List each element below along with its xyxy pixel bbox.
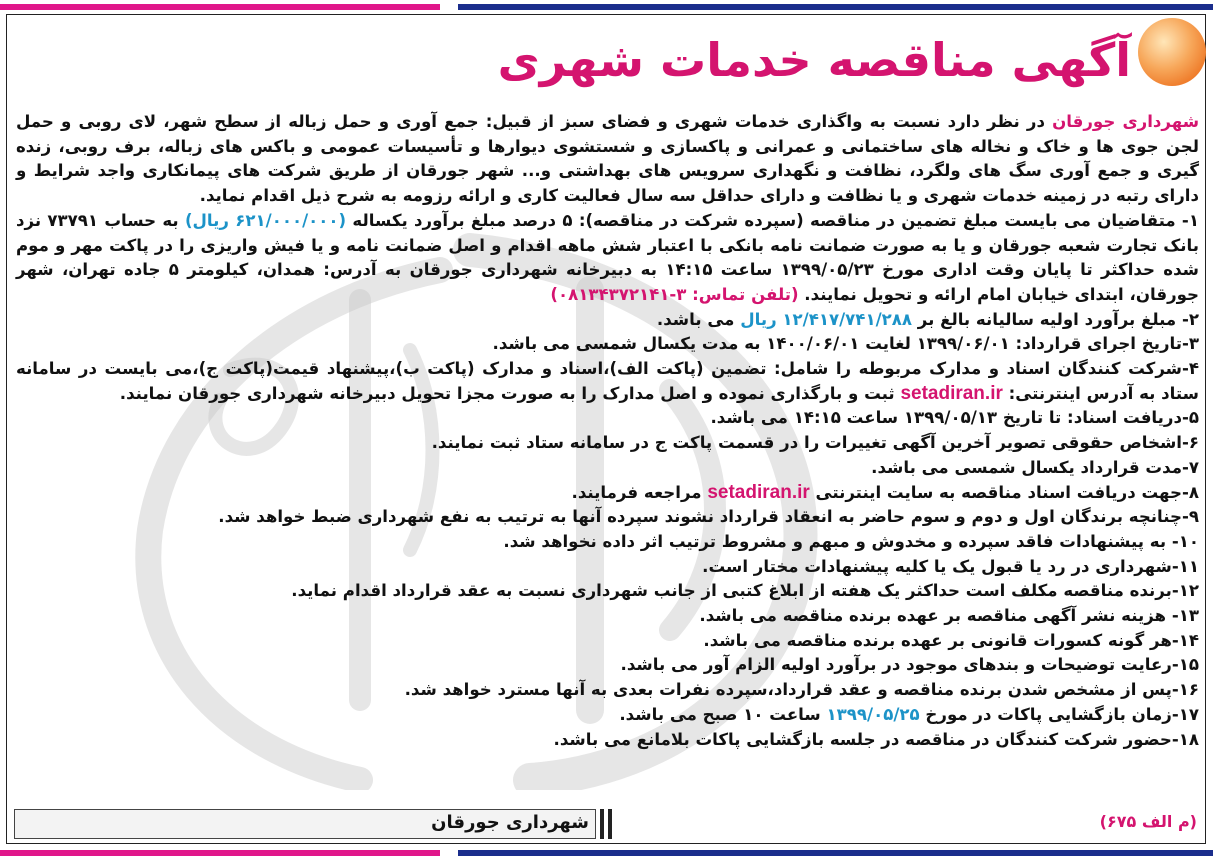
item-17-text-cont: ساعت ۱۰ صبح می باشد. (619, 704, 827, 724)
item-1-text: ۱- متقاضیان می بایست مبلغ تضمین در مناقصه (سپرده شرکت در مناقصه): ۵ درصد مبلغ برآورد یکساله (346, 210, 1199, 230)
website-link[interactable]: setadiran.ir (707, 481, 810, 503)
top-pink-rule (0, 4, 440, 10)
item-2-text: ۲- مبلغ برآورد اولیه سالیانه بالغ بر (912, 309, 1199, 329)
notice-body (16, 110, 1199, 752)
item-4-text-cont: ثبت و بارگذاری نموده و اصل مدارک را به صورت مجزا تحویل دبیرخانه شهرداری جورقان نمایند. (119, 383, 901, 403)
item-17-text: ۱۷-زمان بازگشایی پاکات در مورخ (919, 704, 1199, 724)
signature: شهرداری جورقان (431, 812, 589, 833)
item-2-text-cont: می باشد. (656, 309, 741, 329)
item-1-amount: (۶۲۱/۰۰۰/۰۰۰ ریال) (184, 210, 347, 230)
list-item: ۱۳- هزینه نشر آگهی مناقصه بر عهده برنده مناقصه می باشد. (699, 606, 1199, 626)
item-1-text-cont: به حساب ۷۳۷۹۱ نزد بانک تجارت شعبه جورقان و یا به صورت ضمانت نامه بانکی با اعتبار شش ماهه اقدام و اصل ضمانت نامه و یا فیش واریزی را در پاکت مهر و موم شده حداکثر تا پایان وقت اداری مورخ ۱۳۹۹/۰۵/۲۳ ساعت ۱۴:۱۵ به دبیرخانه شهرداری جورقان به آدرس: همدان، کیلومتر ۵ جاده تهران، شهر جورقان، ابتدای خیابان امام ارائه و تحویل نمایند. (16, 210, 1199, 304)
bottom-pink-rule (0, 850, 440, 856)
bottom-navy-rule (458, 850, 1213, 856)
signature-bar (600, 809, 604, 839)
list-item: ۱۱-شهرداری در رد یا قبول یک یا کلیه پیشنهادات مختار است. (702, 556, 1199, 576)
list-item: ۱۴-هر گونه کسورات قانونی بر عهده برنده مناقصه می باشد. (703, 630, 1199, 650)
list-item (16, 209, 1199, 308)
item-2-amount: ۱۲/۴۱۷/۷۴۱/۲۸۸ ریال (740, 309, 913, 329)
list-item: ۷-مدت قرارداد یکسال شمسی می باشد. (871, 457, 1199, 477)
item-17-date: ۱۳۹۹/۰۵/۲۵ (826, 704, 920, 724)
list-item (16, 481, 1199, 506)
intro-text: در نظر دارد نسبت به واگذاری خدمات شهری و فضای سبز از قبیل: جمع آوری و حمل زباله از سطح شهر، لای روبی و حمل لجن جوی ها و خاک و نخاله های ساختمانی و عمرانی و پاکسازی و شستشوی دیوارها و تأسیسات عمومی و باکس های زباله، برف روبی، زنده گیری و جمع آوری سگ های ولگرد، نظافت و نگهداری سرویس های بهداشتی و... شهر جورقان از طریق شرکت های پیمانکاری واجد شرایط و دارای رتبه در زمینه خدمات شهری و یا نظافت و دارای حداقل سه سال فعالیت کاری و ارائه رزومه به شرح ذیل اقدام نماید. (16, 112, 1199, 206)
intro-paragraph (16, 110, 1199, 209)
list-item: ۳-تاریخ اجرای قرارداد: ۱۳۹۹/۰۶/۰۱ لغایت ۱۴۰۰/۰۶/۰۱ به مدت یکسال شمسی می باشد. (492, 334, 1199, 354)
notice-code: (م الف ۶۷۵) (1099, 812, 1197, 831)
item-8-text: ۸-جهت دریافت اسناد مناقصه به سایت اینترنتی (809, 482, 1199, 502)
list-item: ۱۸-حضور شرکت کنندگان در مناقصه در جلسه بازگشایی پاکات بلامانع می باشد. (553, 729, 1199, 749)
page-title: آگهی مناقصه خدمات شهری (497, 33, 1131, 87)
signature-box (14, 809, 596, 839)
item-4-text: ۴-شرکت کنندگان اسناد و مدارک مربوطه را شامل: تضمین (پاکت الف)،اسناد و مدارک (پاکت ب)،پیشنهاد قیمت(پاکت ج)،می بایست در سامانه ستاد به آدرس اینترنتی: (16, 359, 1199, 403)
list-item: ۶-اشخاص حقوقی تصویر آخرین آگهی تغییرات را در قسمت پاکت ج در سامانه ستاد ثبت نمایند. (431, 433, 1199, 453)
list-item: ۹-چنانچه برندگان اول و دوم و سوم حاضر به انعقاد قرارداد نشوند سپرده آنها به ترتیب به نفع شهرداری ضبط خواهد شد. (218, 507, 1199, 527)
item-8-text-cont: مراجعه فرمایند. (571, 482, 708, 502)
list-item (16, 357, 1199, 406)
item-1-phone: (تلفن تماس: ۳-۰۸۱۳۴۳۷۲۱۴۱) (550, 284, 799, 304)
list-item (16, 308, 1199, 333)
top-navy-rule (458, 4, 1213, 10)
list-item: ۱۶-پس از مشخص شدن برنده مناقصه و عقد قرارداد،سپرده نفرات بعدی به آنها مسترد خواهد شد. (404, 680, 1199, 700)
signature-bar (608, 809, 612, 839)
website-link[interactable]: setadiran.ir (900, 382, 1003, 404)
list-item (16, 703, 1199, 728)
sun-icon (1138, 18, 1206, 86)
list-item: ۵-دریافت اسناد: تا تاریخ ۱۳۹۹/۰۵/۱۳ ساعت ۱۴:۱۵ می باشد. (710, 408, 1199, 428)
list-item: ۱۰- به پیشنهادات فاقد سپرده و مخدوش و مبهم و مشروط ترتیب اثر داده نخواهد شد. (503, 531, 1199, 551)
list-item: ۱۵-رعایت توضیحات و بندهای موجود در برآورد اولیه الزام آور می باشد. (620, 655, 1199, 675)
list-item: ۱۲-برنده مناقصه مکلف است حداکثر یک هفته از ابلاغ کتبی از جانب شهرداری نسبت به عقد قرارداد اقدام نماید. (291, 581, 1199, 601)
municipality-name: شهرداری جورقان (1052, 112, 1200, 131)
